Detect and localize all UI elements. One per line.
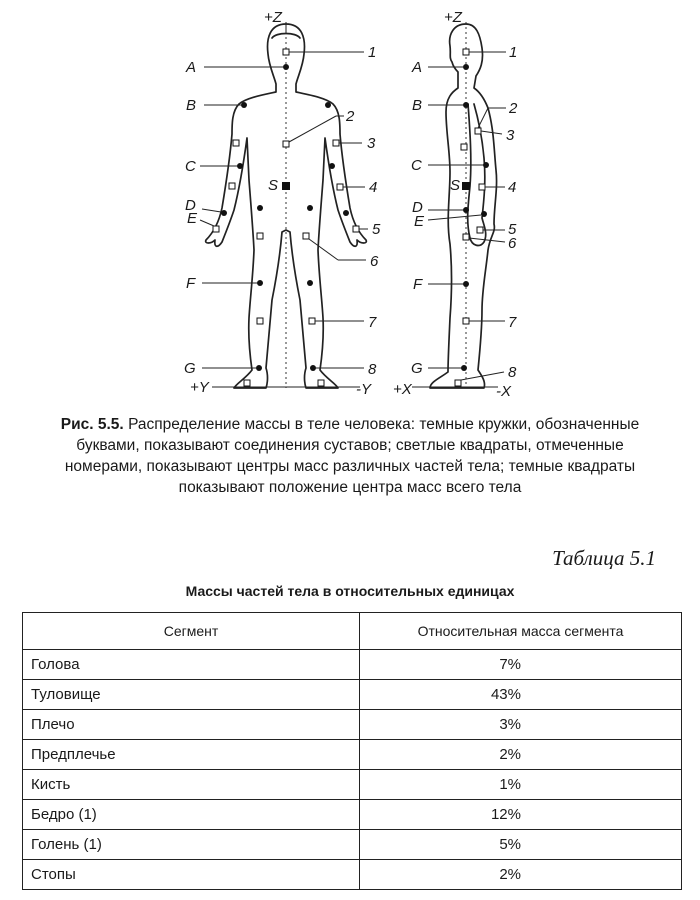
segment-mass-table [22,612,682,890]
front-label-b: B [186,97,197,114]
side-label-8: 8 [508,364,517,381]
side-joint-g [461,365,467,371]
side-label-5: 5 [508,221,517,238]
side-axis-plus-x-label: +X [393,381,412,398]
front-label-c: C [185,158,196,175]
front-joint-c-right [329,163,335,169]
side-com-4 [479,184,485,190]
front-label-s: S [268,177,279,194]
front-label-5: 5 [372,221,381,238]
front-com-5-right [353,226,359,232]
body-mass-distribution-figure [0,0,700,410]
front-joint-d-left [221,210,227,216]
side-joint-f [463,281,469,287]
front-joint-hip-right [307,205,313,211]
front-label-1: 1 [368,44,377,61]
front-leader-e [200,220,214,226]
segment-cell: Плечо [23,710,360,740]
mass-cell: 7% [360,650,682,680]
front-com-8-left [244,380,250,386]
front-joint-g-left [256,365,262,371]
front-com-4-left [229,183,235,189]
side-axis-z-label: +Z [444,9,462,26]
side-joint-d [463,207,469,213]
front-axis-z-label: +Z [264,9,282,26]
front-com-7-right [309,318,315,324]
side-label-d: D [412,199,423,216]
segment-cell: Туловище [23,680,360,710]
segment-cell: Голень (1) [23,830,360,860]
table-row [23,680,682,710]
side-leader-3 [481,131,502,134]
mass-cell: 43% [360,680,682,710]
side-joint-e [481,211,487,217]
table-header-row [23,613,682,650]
side-label-2: 2 [509,100,518,117]
side-label-6: 6 [508,235,517,252]
front-leader-6 [309,239,338,260]
mass-cell: 1% [360,770,682,800]
front-label-2: 2 [346,108,355,125]
front-label-3: 3 [367,135,376,152]
side-body-outline [430,24,497,388]
table-row [23,800,682,830]
front-com-6-right [303,233,309,239]
figure-caption-text: Распределение массы в теле человека: темные кружки, обозначенные буквами, показывают соединения суставов; светлые квадраты, отмеченные номерами, показывают центры масс различных частей тела; темные квадраты показывают положение центра масс всего тела [64,416,640,496]
front-leader-d [202,209,221,212]
front-joint-g-right [310,365,316,371]
side-whole-body-center [462,182,470,190]
front-label-e: E [187,210,198,227]
front-joint-hip-left [257,205,263,211]
header-relative-mass: Относительная масса сегмента [360,613,682,650]
side-com-6 [463,234,469,240]
front-com-6-left [257,233,263,239]
table-row [23,830,682,860]
front-joint-d-right [343,210,349,216]
table-row [23,860,682,890]
front-com-8-right [318,380,324,386]
side-leader-2 [478,108,488,128]
mass-cell: 12% [360,800,682,830]
mass-cell: 3% [360,710,682,740]
front-label-f: F [186,275,196,292]
front-label-7: 7 [368,314,377,331]
side-label-c: C [411,157,422,174]
side-label-7: 7 [508,314,517,331]
front-axis-minus-y-label: -Y [356,381,371,398]
side-label-e: E [414,213,425,230]
front-joint-c-left [237,163,243,169]
side-com-5 [477,227,483,233]
side-label-a: A [412,59,423,76]
side-label-f: F [413,276,423,293]
front-view [184,9,381,398]
side-com-7 [463,318,469,324]
table-number: Таблица 5.1 [552,546,656,570]
front-joint-a [283,64,289,70]
table-row [23,740,682,770]
mass-cell: 2% [360,740,682,770]
table-row [23,650,682,680]
side-joint-c [483,162,489,168]
side-label-4: 4 [508,179,517,196]
front-label-d: D [185,197,196,214]
front-com-4-right [337,184,343,190]
front-com-7-left [257,318,263,324]
table-title: Массы частей тела в относительных единицах [185,583,515,599]
side-axis-minus-x-label: -X [496,383,511,400]
side-label-g: G [411,360,423,377]
mass-cell: 5% [360,830,682,860]
side-joint-a [463,64,469,70]
side-arm-outline [468,104,486,245]
front-joint-f-right [307,280,313,286]
front-com-2 [283,141,289,147]
table-row [23,710,682,740]
front-label-4: 4 [369,179,378,196]
side-label-s: S [450,177,461,194]
side-view [393,9,518,400]
side-com-8 [455,380,461,386]
side-com-1 [463,49,469,55]
front-com-3-left [233,140,239,146]
side-label-3: 3 [506,127,515,144]
front-whole-body-center [282,182,290,190]
side-label-1: 1 [509,44,518,61]
front-leader-2 [289,116,336,142]
figure-caption-lead: Рис. 5.5. [60,416,124,433]
front-label-6: 6 [370,253,379,270]
front-com-1 [283,49,289,55]
side-leader-6 [469,238,505,242]
header-segment: Сегмент [23,613,360,650]
side-joint-b [463,102,469,108]
front-label-g: G [184,360,196,377]
front-joint-f-left [257,280,263,286]
front-com-3-right [333,140,339,146]
segment-cell: Кисть [23,770,360,800]
segment-cell: Предплечье [23,740,360,770]
side-label-b: B [412,97,423,114]
front-axis-plus-y-label: +Y [190,379,209,396]
table-row [23,770,682,800]
side-leader-e [428,215,481,220]
front-joint-b-left [241,102,247,108]
front-label-8: 8 [368,361,377,378]
segment-cell: Голова [23,650,360,680]
side-com-3 [461,144,467,150]
front-joint-b-right [325,102,331,108]
segment-cell: Стопы [23,860,360,890]
segment-cell: Бедро (1) [23,800,360,830]
side-com-2 [475,128,481,134]
mass-cell: 2% [360,860,682,890]
figure-caption [60,414,640,498]
front-label-a: A [186,59,197,76]
front-com-5-left [213,226,219,232]
